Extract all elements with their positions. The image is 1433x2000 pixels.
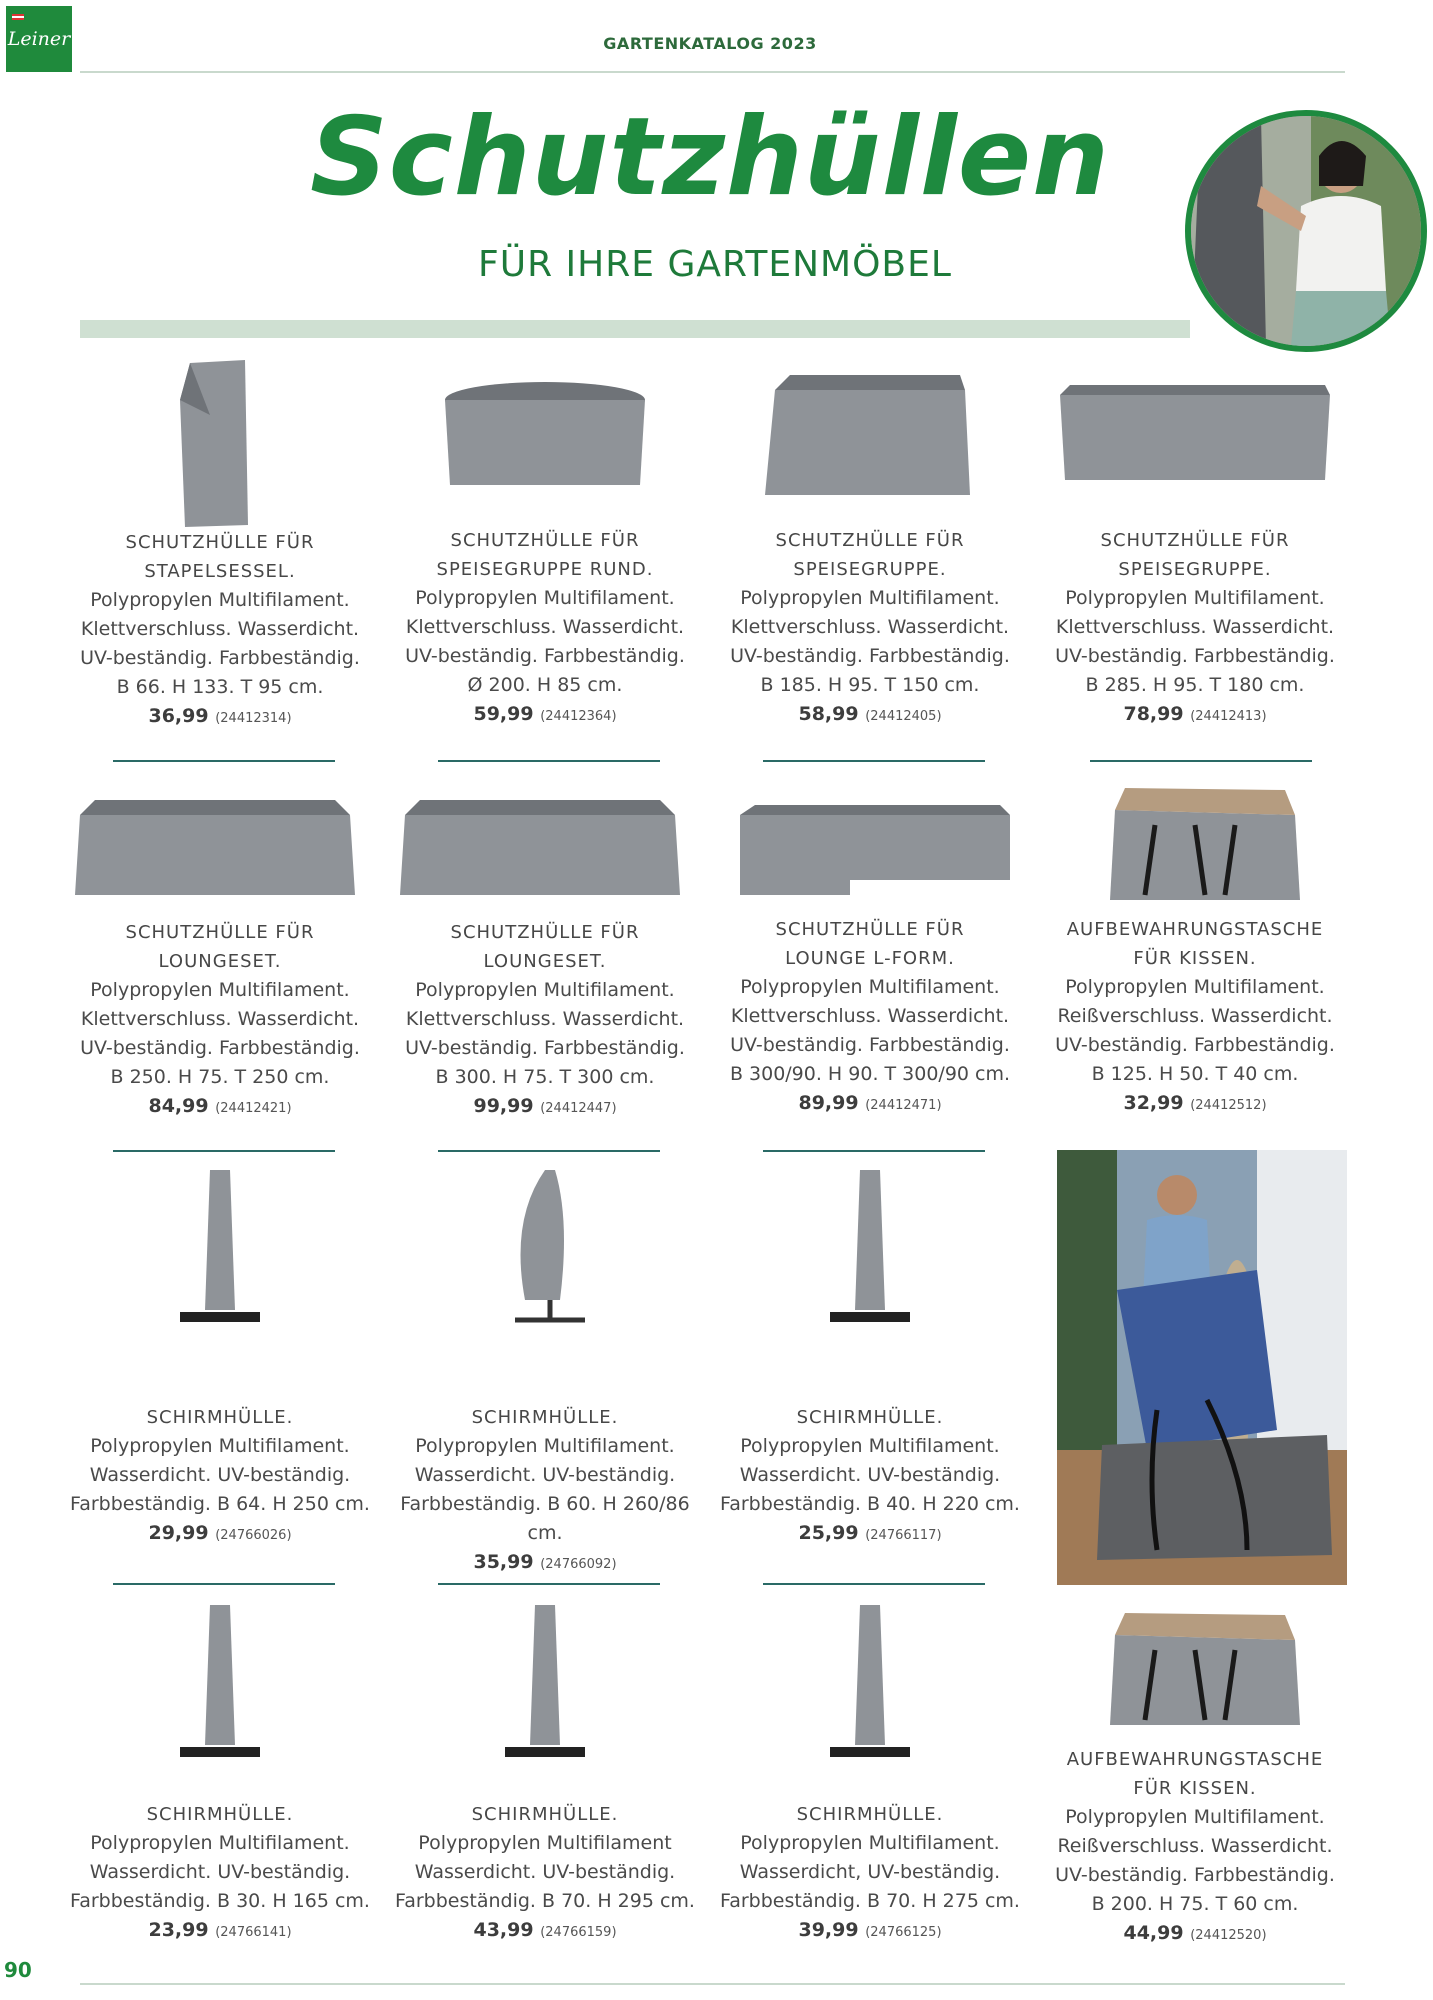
product-description: Klettverschluss. Wasserdicht.: [730, 616, 1010, 638]
product-text: [720, 1800, 1020, 1947]
product-price: [720, 1089, 1020, 1120]
page-number: 90: [4, 1958, 32, 1982]
article-number: (24766159): [540, 1925, 617, 1940]
product-description: Wasserdicht. UV-beständig.: [414, 1861, 676, 1883]
product-description: Polypropylen Multifilament.: [1065, 1806, 1325, 1828]
article-number: (24412471): [865, 1098, 942, 1113]
product-description: Polypropylen Multifilament.: [415, 587, 675, 609]
product-image: [720, 355, 1020, 535]
product-description: Klettverschluss. Wasserdicht.: [80, 618, 360, 640]
product-description: Farbbeständig. B 30. H 165 cm.: [70, 1890, 370, 1912]
product-price: [395, 1916, 695, 1947]
price-value: 43,99: [473, 1919, 534, 1941]
product-description: Farbbeständig. B 60. H 260/86 cm.: [400, 1493, 690, 1544]
product-description: Polypropylen Multifilament.: [1065, 587, 1325, 609]
product-description: Polypropylen Multifilament.: [1065, 976, 1325, 998]
product-price: [1045, 1089, 1345, 1120]
product-description: B 200. H 75. T 60 cm.: [1091, 1893, 1299, 1915]
product-description: Polypropylen Multifilament: [418, 1832, 672, 1854]
article-number: (24412447): [540, 1101, 617, 1116]
brand-logo: [6, 6, 72, 72]
product-title: SCHIRMHÜLLE.: [796, 1407, 944, 1428]
section-divider: [438, 1583, 660, 1585]
product-description: Polypropylen Multifilament.: [90, 589, 350, 611]
article-number: (24412413): [1190, 709, 1267, 724]
page-title: Schutzhüllen: [309, 95, 1110, 220]
product-image: [395, 355, 695, 535]
product-title: LOUNGESET.: [483, 951, 607, 972]
product-description: Wasserdicht. UV-beständig.: [89, 1464, 351, 1486]
product-description: Polypropylen Multifilament.: [415, 979, 675, 1001]
product-text: [395, 918, 695, 1123]
product-title: SCHIRMHÜLLE.: [146, 1407, 294, 1428]
product-description: Polypropylen Multifilament.: [740, 1435, 1000, 1457]
umbrella-cover-icon: [70, 1595, 370, 1775]
product-text: [1045, 526, 1345, 731]
product-description: Klettverschluss. Wasserdicht.: [405, 616, 685, 638]
article-number: (24766141): [215, 1925, 292, 1940]
product-description: Wasserdicht. UV-beständig.: [89, 1861, 351, 1883]
product-image: [395, 1595, 695, 1775]
section-divider: [438, 760, 660, 762]
product-description: Polypropylen Multifilament.: [90, 1832, 350, 1854]
product-description: UV-beständig. Farbbeständig.: [80, 647, 360, 669]
man-packing-cushions-icon: [1057, 1150, 1347, 1585]
section-divider: [1090, 760, 1312, 762]
article-number: (24412421): [215, 1101, 292, 1116]
section-divider: [763, 1583, 985, 1585]
product-title: SPEISEGRUPPE RUND.: [436, 559, 654, 580]
price-value: 39,99: [798, 1919, 859, 1941]
product-description: B 250. H 75. T 250 cm.: [110, 1066, 330, 1088]
product-price: [70, 1916, 370, 1947]
product-title: LOUNGE L-FORM.: [785, 948, 955, 969]
product-price: [720, 1519, 1020, 1550]
price-value: 44,99: [1123, 1922, 1184, 1944]
article-number: (24412512): [1190, 1098, 1267, 1113]
price-value: 78,99: [1123, 703, 1184, 725]
section-divider: [763, 1150, 985, 1152]
product-price: [395, 1548, 695, 1579]
product-text: [395, 1403, 695, 1579]
product-price: [70, 1519, 370, 1550]
product-description: UV-beständig. Farbbeständig.: [730, 645, 1010, 667]
product-description: Farbbeständig. B 70. H 295 cm.: [395, 1890, 695, 1912]
section-divider: [113, 1583, 335, 1585]
product-text: [70, 1403, 370, 1550]
section-divider: [113, 1150, 335, 1152]
product-price: [70, 1092, 370, 1123]
product-title: AUFBEWAHRUNGSTASCHE: [1066, 1749, 1324, 1770]
long-dining-set-cover-icon: [1045, 355, 1345, 535]
lifestyle-photo: [1057, 1150, 1347, 1585]
section-divider: [763, 760, 985, 762]
product-description: Wasserdicht. UV-beständig.: [414, 1464, 676, 1486]
product-title: SCHIRMHÜLLE.: [471, 1804, 619, 1825]
product-description: Wasserdicht. UV-beständig.: [739, 1464, 1001, 1486]
product-description: UV-beständig. Farbbeständig.: [1055, 1864, 1335, 1886]
price-value: 59,99: [473, 703, 534, 725]
product-description: Klettverschluss. Wasserdicht.: [80, 1008, 360, 1030]
product-description: B 125. H 50. T 40 cm.: [1091, 1063, 1299, 1085]
product-description: Ø 200. H 85 cm.: [467, 674, 623, 696]
product-price: [395, 1092, 695, 1123]
product-title: SCHUTZHÜLLE FÜR: [125, 922, 315, 943]
product-title: SCHIRMHÜLLE.: [471, 1407, 619, 1428]
product-text: [720, 915, 1020, 1120]
product-price: [720, 1916, 1020, 1947]
price-value: 32,99: [1123, 1092, 1184, 1114]
product-description: B 285. H 95. T 180 cm.: [1085, 674, 1305, 696]
product-text: [70, 918, 370, 1123]
product-description: Wasserdicht, UV-beständig.: [739, 1861, 1001, 1883]
product-title: LOUNGESET.: [158, 951, 282, 972]
product-image: [1045, 355, 1345, 535]
page-subtitle: FÜR IHRE GARTENMÖBEL: [478, 244, 952, 285]
product-title: SCHUTZHÜLLE FÜR: [775, 919, 965, 940]
product-description: Reißverschluss. Wasserdicht.: [1057, 1005, 1333, 1027]
product-description: Farbbeständig. B 40. H 220 cm.: [720, 1493, 1020, 1515]
title-band: [80, 320, 1190, 338]
article-number: (24766125): [865, 1925, 942, 1940]
product-text: [720, 1403, 1020, 1550]
price-value: 35,99: [473, 1551, 534, 1573]
product-description: Polypropylen Multifilament.: [90, 979, 350, 1001]
article-number: (24766092): [540, 1557, 617, 1572]
product-description: UV-beständig. Farbbeständig.: [80, 1037, 360, 1059]
product-description: Polypropylen Multifilament.: [415, 1435, 675, 1457]
umbrella-cover-icon: [70, 1160, 370, 1340]
product-title: SCHUTZHÜLLE FÜR: [450, 530, 640, 551]
product-title: STAPELSESSEL.: [144, 561, 296, 582]
umbrella-cover-icon: [395, 1595, 695, 1775]
price-value: 89,99: [798, 1092, 859, 1114]
product-description: Polypropylen Multifilament.: [740, 1832, 1000, 1854]
product-title: FÜR KISSEN.: [1133, 948, 1257, 969]
product-title: SCHUTZHÜLLE FÜR: [125, 532, 315, 553]
article-number: (24766117): [865, 1528, 942, 1543]
cantilever-umbrella-cover-icon: [395, 1160, 695, 1340]
product-text: [720, 526, 1020, 731]
product-description: Polypropylen Multifilament.: [740, 587, 1000, 609]
product-description: Reißverschluss. Wasserdicht.: [1057, 1835, 1333, 1857]
product-price: [1045, 1919, 1345, 1950]
product-image: [395, 1160, 695, 1340]
section-divider: [113, 760, 335, 762]
product-description: Polypropylen Multifilament.: [740, 976, 1000, 998]
product-description: Polypropylen Multifilament.: [90, 1435, 350, 1457]
product-price: [395, 700, 695, 731]
product-text: [1045, 1745, 1345, 1950]
product-description: UV-beständig. Farbbeständig.: [1055, 645, 1335, 667]
product-description: UV-beständig. Farbbeständig.: [405, 645, 685, 667]
product-description: B 300. H 75. T 300 cm.: [435, 1066, 655, 1088]
product-description: Farbbeständig. B 64. H 250 cm.: [70, 1493, 370, 1515]
product-text: [395, 1800, 695, 1947]
header-divider: [80, 71, 1345, 73]
product-price: [1045, 700, 1345, 731]
article-number: (24412314): [215, 711, 292, 726]
product-title: SCHUTZHÜLLE FÜR: [775, 530, 965, 551]
product-description: Klettverschluss. Wasserdicht.: [1055, 616, 1335, 638]
hero-photo: [1185, 110, 1427, 352]
section-divider: [438, 1150, 660, 1152]
product-price: [70, 702, 370, 733]
dining-set-cover-icon: [720, 355, 1020, 535]
price-value: 23,99: [148, 1919, 209, 1941]
product-title: SCHIRMHÜLLE.: [796, 1804, 944, 1825]
product-title: AUFBEWAHRUNGSTASCHE: [1066, 919, 1324, 940]
product-description: B 66. H 133. T 95 cm.: [116, 676, 324, 698]
product-description: B 300/90. H 90. T 300/90 cm.: [729, 1063, 1011, 1085]
product-description: UV-beständig. Farbbeständig.: [730, 1034, 1010, 1056]
catalog-title: GARTENKATALOG 2023: [603, 34, 817, 53]
brand-name: Leiner: [7, 28, 71, 50]
product-price: [720, 700, 1020, 731]
product-image: [720, 1160, 1020, 1340]
product-description: UV-beständig. Farbbeständig.: [1055, 1034, 1335, 1056]
price-value: 84,99: [148, 1095, 209, 1117]
product-title: SPEISEGRUPPE.: [1118, 559, 1272, 580]
flag-icon: [12, 14, 24, 20]
product-text: [70, 1800, 370, 1947]
product-text: [395, 526, 695, 731]
stacking-chair-cover-icon: [70, 355, 370, 535]
product-image: [70, 1595, 370, 1775]
price-value: 29,99: [148, 1522, 209, 1544]
umbrella-cover-icon: [720, 1595, 1020, 1775]
article-number: (24412520): [1190, 1928, 1267, 1943]
product-description: B 185. H 95. T 150 cm.: [760, 674, 980, 696]
footer-divider: [80, 1983, 1345, 1985]
price-value: 36,99: [148, 705, 209, 727]
article-number: (24412364): [540, 709, 617, 724]
product-image: [70, 1160, 370, 1340]
product-image: [70, 355, 370, 535]
round-dining-set-cover-icon: [395, 355, 695, 535]
article-number: (24766026): [215, 1528, 292, 1543]
product-image: [720, 1595, 1020, 1775]
umbrella-cover-icon: [720, 1160, 1020, 1340]
product-title: SCHUTZHÜLLE FÜR: [450, 922, 640, 943]
product-text: [70, 528, 370, 733]
woman-with-umbrella-cover-icon: [1191, 116, 1421, 346]
product-title: SCHUTZHÜLLE FÜR: [1100, 530, 1290, 551]
product-title: SCHIRMHÜLLE.: [146, 1804, 294, 1825]
product-description: Klettverschluss. Wasserdicht.: [730, 1005, 1010, 1027]
price-value: 25,99: [798, 1522, 859, 1544]
product-description: UV-beständig. Farbbeständig.: [405, 1037, 685, 1059]
product-text: [1045, 915, 1345, 1120]
price-value: 58,99: [798, 703, 859, 725]
price-value: 99,99: [473, 1095, 534, 1117]
product-description: Klettverschluss. Wasserdicht.: [405, 1008, 685, 1030]
product-description: Farbbeständig. B 70. H 275 cm.: [720, 1890, 1020, 1912]
product-title: SPEISEGRUPPE.: [793, 559, 947, 580]
product-title: FÜR KISSEN.: [1133, 1778, 1257, 1799]
article-number: (24412405): [865, 709, 942, 724]
